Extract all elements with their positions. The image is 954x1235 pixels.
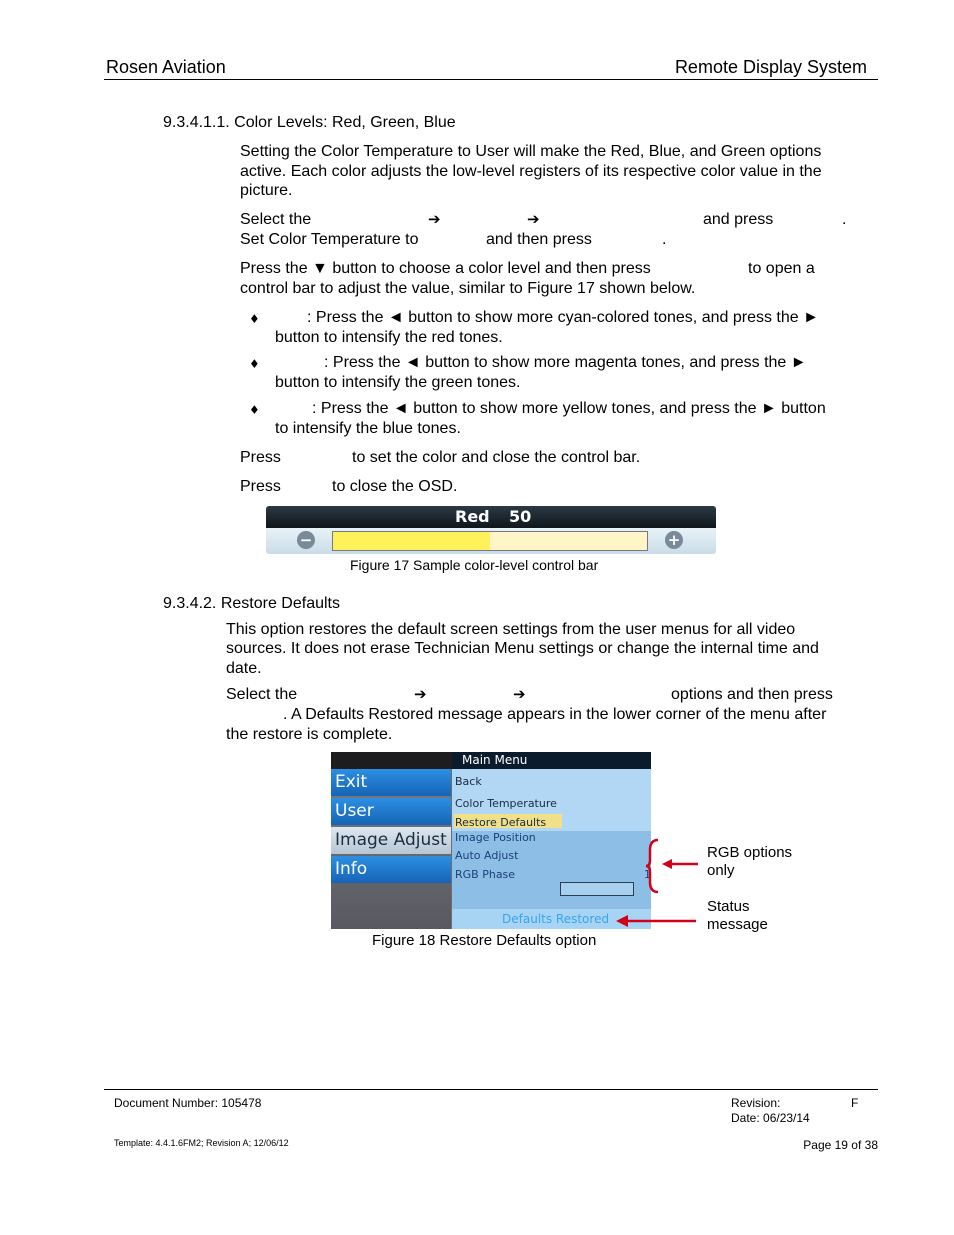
- footer-rule: [104, 1089, 878, 1090]
- bullet-text: to intensify the blue tones.: [275, 420, 461, 437]
- bullet-diamond-icon: ♦: [249, 403, 260, 417]
- select-prefix: Select the: [226, 686, 298, 703]
- callout-text: RGB options: [707, 844, 793, 861]
- menu-header-left: [331, 752, 452, 769]
- submenu-item-restore-defaults: Restore Defaults: [455, 816, 547, 829]
- bullet-diamond-icon: ♦: [249, 312, 260, 326]
- figure-17-caption: Figure 17 Sample color-level control bar: [350, 557, 599, 573]
- submenu-item-color-temperature: Color Temperature: [455, 797, 557, 810]
- bullet-text: button to intensify the red tones.: [275, 329, 503, 346]
- menu-item-user: User: [331, 798, 451, 825]
- bullet-text: : Press the ◄ button to show more cyan-colored tones, and press the ►: [307, 309, 819, 326]
- set-color-text: Set Color Temperature to: [240, 231, 419, 248]
- figure-18-caption: Figure 18 Restore Defaults option: [372, 932, 597, 949]
- callout-text: Status: [707, 898, 750, 915]
- paragraph-line: This option restores the default screen settings from the user menus for all video: [226, 621, 796, 638]
- menu-item-exit: Exit: [331, 769, 451, 796]
- press-text-rest: to set the color and close the control bar.: [352, 449, 641, 466]
- period: .: [842, 211, 847, 228]
- color-level-control-bar: [266, 506, 716, 554]
- minus-icon: −: [297, 531, 315, 549]
- callout-arrows: [610, 836, 710, 936]
- template-info: Template: 4.4.1.6FM2; Revision A; 12/06/12: [114, 1138, 289, 1148]
- section-heading-restore-defaults: 9.3.4.2. Restore Defaults: [163, 595, 340, 612]
- press-text: Press: [240, 478, 281, 495]
- bullet-text: button to intensify the green tones.: [275, 374, 521, 391]
- curly-brace-icon: [646, 840, 658, 892]
- submenu-item-rgb-phase: RGB Phase: [455, 868, 516, 881]
- header-left: Rosen Aviation: [106, 57, 226, 77]
- paragraph-line: Setting the Color Temperature to User will make the Red, Blue, and Green options: [240, 143, 822, 160]
- page-number: Page 19 of 38: [803, 1138, 878, 1152]
- status-defaults-restored: Defaults Restored: [502, 912, 610, 926]
- menu-title: Main Menu: [452, 752, 651, 769]
- document-date: Date: 06/23/14: [731, 1111, 810, 1125]
- period: .: [662, 231, 667, 248]
- submenu-item-back: Back: [455, 775, 482, 788]
- submenu-item-auto-adjust: Auto Adjust: [455, 849, 519, 862]
- callout-text: only: [707, 862, 735, 879]
- revision-value: F: [851, 1096, 859, 1110]
- revision-label: Revision:: [731, 1096, 781, 1110]
- press-text: Press: [240, 449, 281, 466]
- press-line: control bar to adjust the value, similar to Figure 17 shown below.: [240, 280, 696, 297]
- arrowhead-icon: [662, 859, 672, 869]
- osd-main-menu: [331, 752, 651, 929]
- press-text-rest: to close the OSD.: [332, 478, 458, 495]
- control-bar-header: [266, 506, 716, 528]
- right-arrow-icon: ➔: [414, 685, 427, 703]
- document-number: Document Number: 105478: [114, 1096, 262, 1110]
- press-line: Press the ▼ button to choose a color level and then press: [240, 260, 651, 277]
- and-press-text: and press: [703, 211, 774, 228]
- select-prefix: Select the: [240, 211, 312, 228]
- right-arrow-icon: ➔: [527, 210, 540, 228]
- level-track: [332, 531, 648, 551]
- right-arrow-icon: ➔: [428, 210, 441, 228]
- submenu-item-image-position: Image Position: [455, 831, 536, 844]
- callout-status-message: [707, 898, 768, 934]
- arrowhead-icon: [616, 915, 628, 927]
- menu-item-info: Info: [331, 856, 451, 883]
- press-line-tail: to open a: [748, 260, 815, 277]
- header-right: Remote Display System: [674, 57, 867, 77]
- options-press-text: options and then press: [671, 686, 833, 703]
- callout-rgb-options: [707, 844, 792, 880]
- section-heading-color-levels: 9.3.4.1.1. Color Levels: Red, Green, Blue: [163, 114, 456, 131]
- control-bar-label: Red: [455, 507, 490, 526]
- right-arrow-icon: ➔: [513, 685, 526, 703]
- plus-icon: +: [665, 531, 683, 549]
- level-fill: [333, 532, 490, 550]
- bullet-diamond-icon: ♦: [249, 357, 260, 371]
- paragraph-line: picture.: [240, 182, 293, 199]
- paragraph-line: date.: [226, 660, 262, 677]
- paragraph-line: the restore is complete.: [226, 726, 393, 743]
- bullet-text: : Press the ◄ button to show more yellow tones, and press the ► button: [312, 400, 826, 417]
- paragraph-line: . A Defaults Restored message appears in the lower corner of the menu after: [283, 706, 827, 723]
- paragraph-line: sources. It does not erase Technician Menu settings or change the internal time and: [226, 640, 819, 657]
- header-rule: [104, 79, 878, 80]
- rgb-phase-value: 1: [644, 868, 651, 881]
- callout-text: message: [707, 916, 768, 933]
- menu-item-image-adjust: Image Adjust: [331, 827, 451, 854]
- control-bar-value: 50: [509, 507, 532, 526]
- bullet-text: : Press the ◄ button to show more magenta tones, and press the ►: [324, 354, 807, 371]
- paragraph-line: active. Each color adjusts the low-level registers of its respective color value in the: [240, 163, 822, 180]
- and-then-press-text: and then press: [486, 231, 592, 248]
